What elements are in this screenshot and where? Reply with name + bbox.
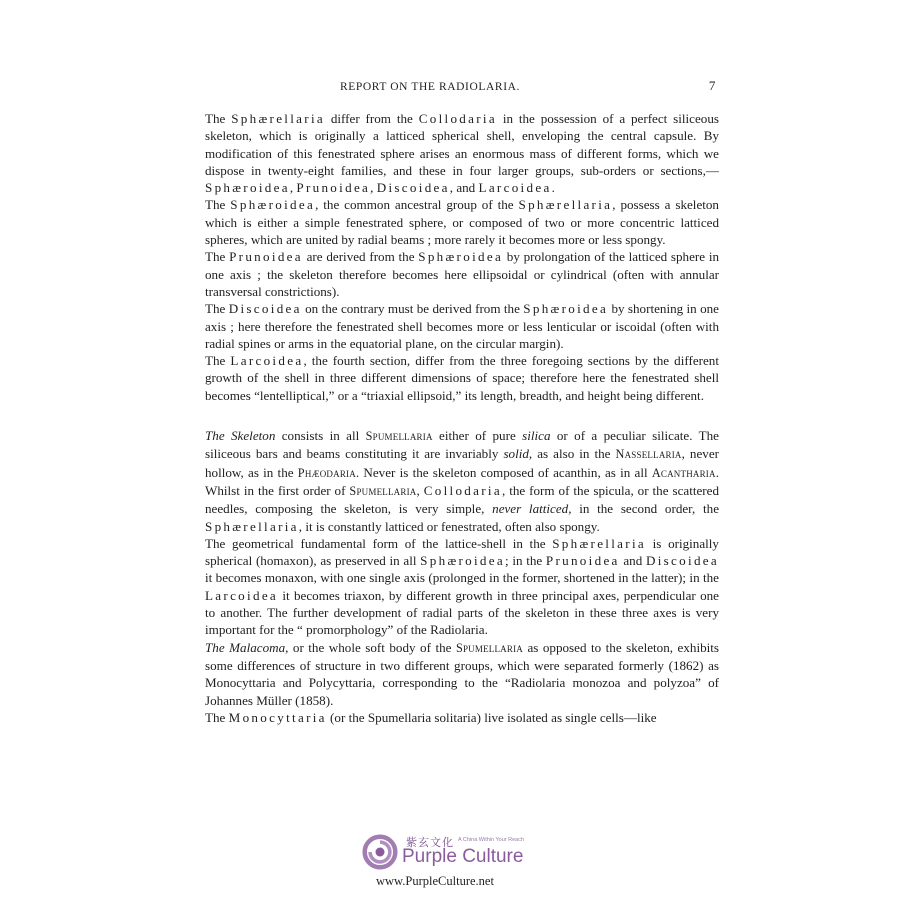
paragraph	[205, 639, 719, 709]
text-run: ; in the	[505, 553, 546, 569]
spaced-term: Prunoidea	[296, 180, 371, 196]
spaced-term: Sphæroidea	[420, 553, 505, 569]
paragraph	[205, 352, 719, 404]
spaced-term: Sphæroidea	[205, 180, 290, 196]
spaced-term: Sphæroidea	[523, 301, 609, 317]
text-run: and	[619, 553, 646, 569]
text-run: , never hollow, as in the	[205, 446, 720, 480]
paragraph	[205, 110, 719, 196]
spaced-term: Collodaria	[418, 111, 497, 126]
text-run: (or the Spumellaria solitaria) live isolated as single cells—like	[326, 709, 657, 725]
text-run: The	[205, 301, 229, 317]
text-run: , as also in the	[528, 446, 616, 462]
spaced-term: Larcoidea	[205, 587, 279, 603]
text-run: .	[551, 180, 555, 196]
watermark-url: www.PurpleCulture.net	[376, 874, 494, 888]
text-run: as opposed to the skeleton, exhibits some differences of structure in two different groups, which were separated formerly (1862) as Monocyttaria and Polycyttaria, corresponding to the “Radiolaria monozoa and polyzoa” of Johannes Müller (1858).	[205, 639, 719, 708]
small-caps-term: Acantharia	[651, 465, 716, 480]
small-caps-term: Nassellaria	[615, 447, 682, 462]
text-run: . Never is the skeleton composed of acanthin, as in all	[355, 464, 652, 480]
spaced-term: Prunoidea	[545, 553, 620, 569]
text-run: The geometrical fundamental form of the lattice-shell in the	[205, 535, 553, 551]
spaced-term: Sphærellaria	[518, 197, 613, 213]
small-caps-term: Spumellaria	[349, 483, 417, 498]
spaced-term: Discoidea	[228, 301, 302, 317]
text-run: ,	[289, 180, 297, 196]
text-run: by prolongation of the latticed sphere in one axis ; the skeleton therefore becomes here ellipsoidal or cylindrical (often with annular transversal constrictions).	[205, 249, 719, 299]
text-run: ,	[370, 180, 377, 196]
watermark-chinese-text: 紫玄文化	[406, 836, 454, 849]
text-run: , the form of the spicula, or the scattered needles, composing the skeleton, is very simple,	[205, 482, 719, 517]
italic-term: solid	[503, 446, 529, 462]
text-run: . Whilst in the first order of	[205, 464, 719, 498]
text-run: , the common ancestral group of the	[315, 197, 519, 213]
spaced-term: Sphæroidea	[418, 249, 504, 265]
text-run: The	[205, 249, 230, 265]
text-run: it becomes monaxon, with one single axis (prolonged in the former, shortened in the latter); in the	[205, 570, 719, 586]
text-run: The	[205, 353, 231, 369]
text-run: differ from the	[325, 111, 419, 126]
body-text	[205, 110, 719, 726]
spaced-term: Collodaria	[423, 482, 502, 498]
paragraph	[205, 709, 719, 726]
text-run: , possess a skeleton which is either a simple fenestrated sphere, or composed of two or more concentric latticed spheres, which are united by radial beams ; more rarely it becomes more or less spongy.	[205, 197, 719, 248]
text-run: The	[205, 197, 231, 213]
swirl-logo-icon	[362, 834, 398, 870]
text-run: are derived from the	[302, 249, 419, 265]
spaced-term: Larcoidea	[478, 180, 552, 196]
text-run: ,	[416, 482, 424, 498]
spaced-term: Sphærellaria	[552, 535, 646, 551]
text-run: on the contrary must be derived from the	[301, 301, 524, 317]
paragraph	[205, 535, 719, 639]
text-run: by shortening in one axis ; here therefore the fenestrated shell becomes more or less lenticular or iscoidal (often with radial spines or arms in the equatorial plane, on the circular margin).	[205, 301, 719, 351]
text-run: in the possession of a perfect siliceous skeleton, which is originally a latticed spherical shell, enveloping the central capsule. By modification of this fenestrated sphere arises an enormous mass of different forms, which we dispose in twenty-eight families, and these in four larger groups, sub-orders or sections,—	[205, 111, 719, 178]
paragraph	[205, 248, 719, 300]
text-run: consists in all	[275, 428, 366, 444]
text-run: , or the whole soft body of the	[285, 639, 456, 655]
paragraph	[205, 196, 719, 248]
italic-term: The Skeleton	[205, 428, 276, 444]
text-run: The	[205, 111, 232, 126]
text-run: it becomes triaxon, by different growth in three principal axes, perpendicular one to another. The further development of radial parts of the skeleton in these three axes is very important for the “ promorphology” of the Radiolaria.	[205, 587, 719, 638]
italic-term: silica	[522, 428, 551, 444]
text-run: , and	[449, 180, 479, 196]
page-number: 7	[708, 78, 716, 93]
text-run: , it is constantly latticed or fenestrated, often also spongy.	[298, 518, 600, 534]
text-run: or of a peculiar silicate. The siliceous bars and beams constituting it are invariably	[205, 428, 719, 462]
text-run: is originally spherical (homaxon), as preserved in all	[205, 535, 719, 569]
spaced-term: Larcoidea	[230, 353, 304, 369]
small-caps-term: Spumellaria	[365, 429, 433, 444]
text-run: , the fourth section, differ from the three foregoing sections by the different growth of the shell in three different dimensions of space; therefore here the fenestrated shell becomes “lentelliptical,” or a “triaxial ellipsoid,” its length, breadth, and height being different.	[205, 353, 719, 403]
paragraph	[205, 300, 719, 352]
spaced-term: Prunoidea	[229, 249, 303, 265]
spaced-term: Monocyttaria	[228, 709, 327, 725]
italic-term: The Malacoma	[205, 639, 286, 655]
paragraph	[205, 427, 719, 535]
small-caps-term: Phæodaria	[297, 465, 356, 480]
spaced-term: Sphærellaria	[205, 518, 299, 534]
watermark-brand: Purple Culture	[402, 846, 524, 867]
spaced-term: Discoidea	[645, 553, 720, 569]
watermark-tagline: A China Within Your Reach	[458, 837, 525, 843]
publisher-watermark	[360, 832, 550, 892]
italic-term: never latticed	[492, 501, 569, 517]
spaced-term: Sphærellaria	[231, 111, 325, 126]
section-gap	[205, 404, 719, 427]
text-run: either of pure	[432, 428, 523, 444]
running-title: REPORT ON THE RADIOLARIA.	[340, 81, 520, 93]
spaced-term: Sphæroidea	[230, 197, 316, 213]
text-run: , in the second order, the	[568, 501, 720, 517]
text-run: The	[205, 709, 229, 725]
spaced-term: Discoidea	[376, 180, 450, 196]
small-caps-term: Spumellaria	[455, 640, 523, 655]
running-header	[205, 78, 720, 98]
